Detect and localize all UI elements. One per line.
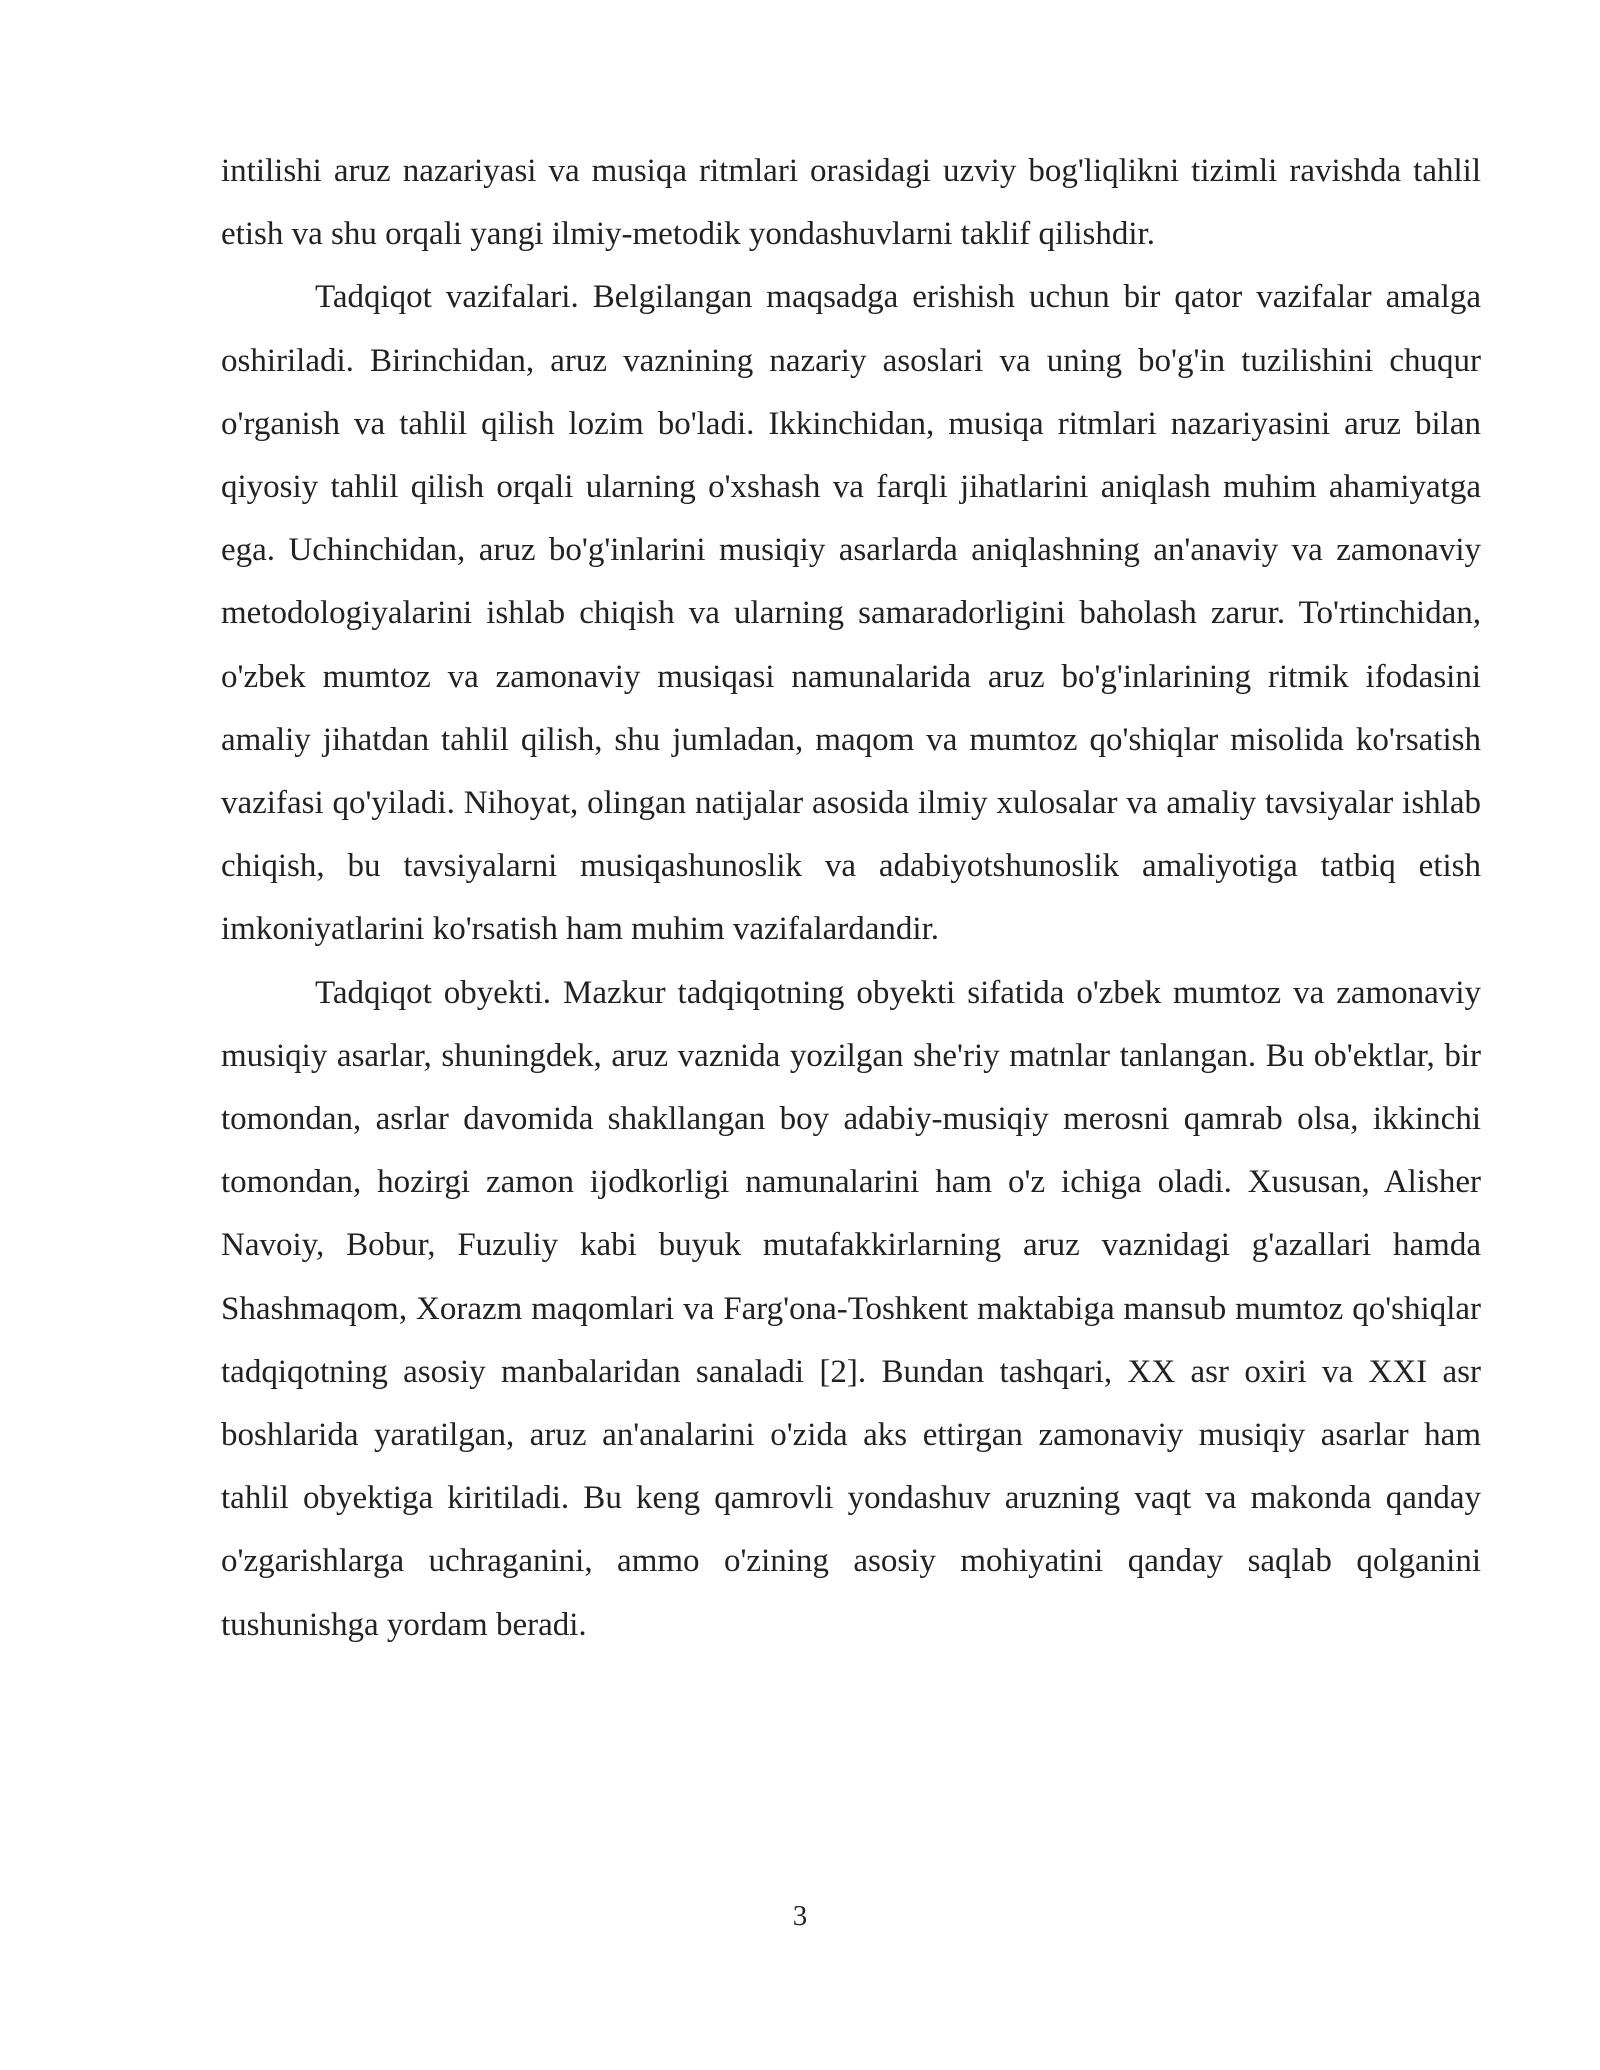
document-body — [221, 140, 1481, 1657]
paragraph-research-tasks: Tadqiqot vazifalari. Belgilangan maqsadga erishish uchun bir qator vazifalar amalga oshiriladi. Birinchidan, aruz vaznining nazariy asoslari va uning bo'g'in tuzilishini chuqur o'rganish va tahlil qilish lozim bo'ladi. Ikkinchidan, musiqa ritmlari nazariyasini aruz bilan qiyosiy tahlil qilish orqali ularning o'xshash va farqli jihatlarini aniqlash muhim ahamiyatga ega. Uchinchidan, aruz bo'g'inlarini musiqiy asarlarda aniqlashning an'anaviy va zamonaviy metodologiyalarini ishlab chiqish va ularning samaradorligini baholash zarur. To'rtinchidan, o'zbek mumtoz va zamonaviy musiqasi namunalarida aruz bo'g'inlarining ritmik ifodasini amaliy jihatdan tahlil qilish, shu jumladan, maqom va mumtoz qo'shiqlar misolida ko'rsatish vazifasi qo'yiladi. Nihoyat, olingan natijalar asosida ilmiy xulosalar va amaliy tavsiyalar ishlab chiqish, bu tavsiyalarni musiqashunoslik va adabiyotshunoslik amaliyotiga tatbiq etish imkoniyatlarini ko'rsatish ham muhim vazifalardandir. — [221, 279, 1481, 948]
paragraph-research-object: Tadqiqot obyekti. Mazkur tadqiqotning obyekti sifatida o'zbek mumtoz va zamonaviy musiqiy asarlar, shuningdek, aruz vaznida yozilgan she'riy matnlar tanlangan. Bu ob'ektlar, bir tomondan, asrlar davomida shakllangan boy adabiy-musiqiy merosni qamrab olsa, ikkinchi tomondan, hozirgi zamon ijodkorligi namunalarini ham o'z ichiga oladi. Xususan, Alisher Navoiy, Bobur, Fuzuliy kabi buyuk mutafakkirlarning aruz vaznidagi g'azallari hamda Shashmaqom, Xorazm maqomlari va Farg'ona-Toshkent maktabiga mansub mumtoz qo'shiqlar tadqiqotning asosiy manbalaridan sanaladi [2]. Bundan tashqari, XX asr oxiri va XXI asr boshlarida yaratilgan, aruz an'analarini o'zida aks ettirgan zamonaviy musiqiy asarlar ham tahlil obyektiga kiritiladi. Bu keng qamrovli yondashuv aruzning vaqt va makonda qanday o'zgarishlarga uchraganini, ammo o'zining asosiy mohiyatini qanday saqlab qolganini tushunishga yordam beradi. — [221, 974, 1481, 1643]
page-number: 3 — [792, 1900, 808, 1932]
paragraph-continuation: intilishi aruz nazariyasi va musiqa ritmlari orasidagi uzviy bog'liqlikni tizimli ravishda tahlil etish va shu orqali yangi ilmiy-metodik yondashuvlarni taklif qilishdir. — [221, 153, 1481, 253]
